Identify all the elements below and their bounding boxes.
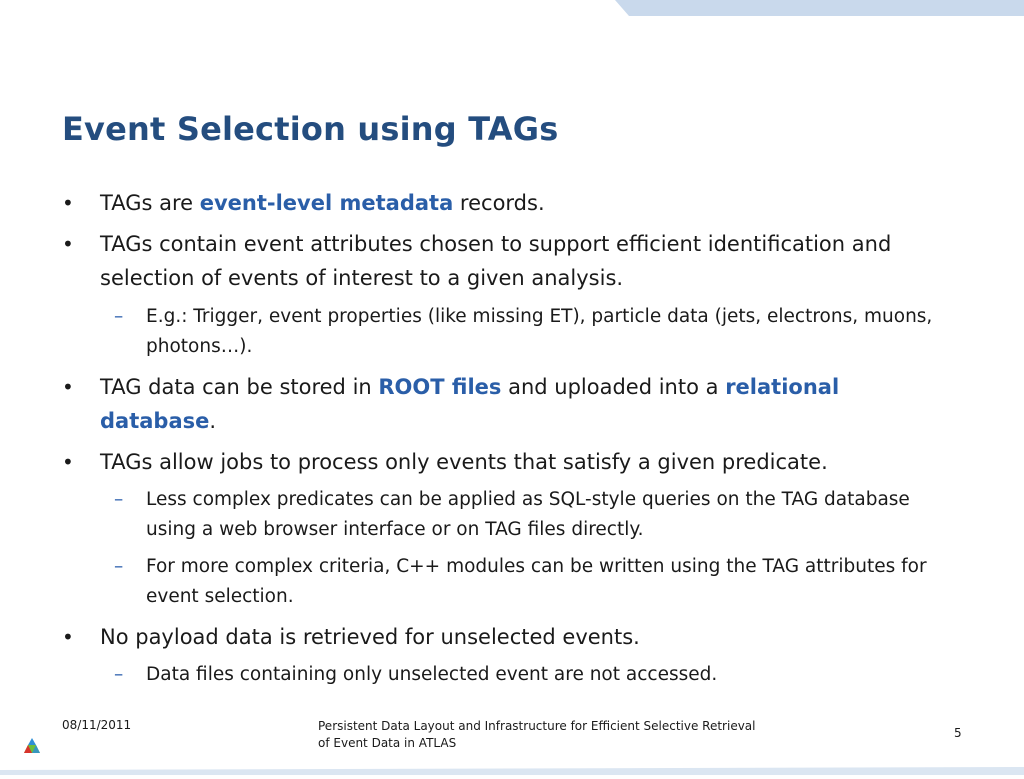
- highlight-relational-database: relational database: [100, 375, 840, 433]
- sub-bullet-cpp-modules: [114, 552, 944, 612]
- sub-bullet-text: Less complex predicates can be applied as SQL-style queries on the TAG database using a web browser interface or on TAG files directly.: [146, 489, 910, 540]
- footer-date: 08/11/2011: [62, 718, 132, 732]
- slide-number: 5: [954, 726, 962, 740]
- sub-bullet-marker: –: [114, 489, 124, 510]
- sub-bullet-text: Data files containing only unselected event are not accessed.: [146, 664, 718, 685]
- sub-bullet-sql-queries: [114, 485, 944, 545]
- sub-bullet-text: For more complex criteria, C++ modules can be written using the TAG attributes for event selection.: [146, 556, 927, 607]
- sub-bullet-marker: –: [114, 556, 124, 577]
- sub-bullet-marker: –: [114, 664, 124, 685]
- bullet-marker: •: [62, 625, 74, 649]
- bottom-decorative-band: [0, 760, 1024, 768]
- sub-bullet-examples: [114, 302, 944, 362]
- bullet-marker: •: [62, 232, 74, 256]
- bullet-marker: •: [62, 450, 74, 474]
- bullet-marker: •: [62, 375, 74, 399]
- bullet-tags-metadata: [62, 186, 942, 220]
- bullet-tags-attributes: [62, 227, 942, 295]
- sub-bullet-marker: –: [114, 306, 124, 327]
- highlight-root-files: ROOT files: [378, 375, 502, 399]
- bullet-no-payload: [62, 620, 942, 654]
- sub-bullet-text: E.g.: Trigger, event properties (like missing ET), particle data (jets, electrons, muons, photons…).: [146, 306, 933, 357]
- slide-title: Event Selection using TAGs: [62, 110, 559, 148]
- bullet-text: No payload data is retrieved for unselected events.: [100, 625, 640, 649]
- bullet-marker: •: [62, 191, 74, 215]
- argonne-logo-icon: [22, 737, 42, 757]
- top-decorative-band: [615, 0, 1024, 16]
- bullet-text: TAGs are event-level metadata records.: [100, 191, 545, 215]
- sub-bullet-files-not-accessed: [114, 660, 944, 690]
- bullet-text: TAGs contain event attributes chosen to support efficient identification and selection of events of interest to a given analysis.: [100, 232, 892, 290]
- bullet-text: TAG data can be stored in ROOT files and uploaded into a relational database.: [100, 375, 840, 433]
- footer-presentation-title: Persistent Data Layout and Infrastructure for Efficient Selective Retrieval of Event Data in ATLAS: [318, 719, 756, 750]
- bullet-tag-predicate: [62, 445, 942, 479]
- bullet-tag-storage: [62, 370, 942, 438]
- highlight-event-level-metadata: event-level metadata: [199, 191, 454, 215]
- bullet-text: TAGs allow jobs to process only events that satisfy a given predicate.: [100, 450, 828, 474]
